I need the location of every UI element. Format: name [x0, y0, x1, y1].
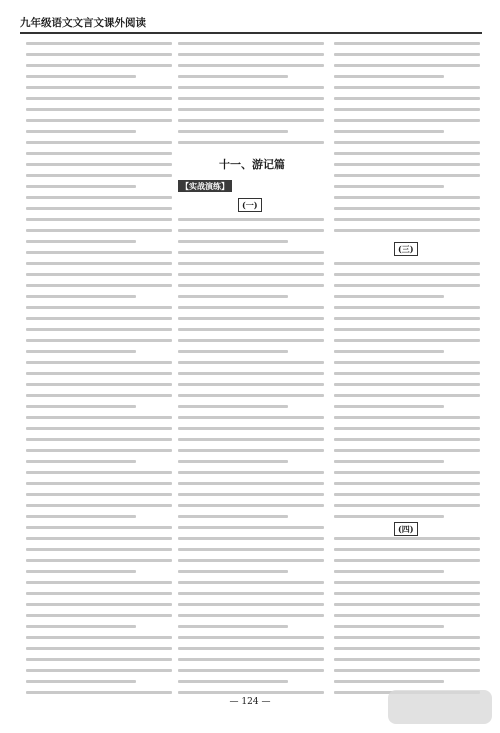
- unit-one-tag: (一): [238, 198, 262, 212]
- placeholder-text-line: [334, 383, 480, 386]
- placeholder-text-line: [26, 64, 172, 67]
- placeholder-text-line: [178, 603, 324, 606]
- placeholder-text-line: [334, 328, 480, 331]
- placeholder-text-line: [26, 405, 136, 408]
- placeholder-text-line: [178, 97, 324, 100]
- placeholder-text-line: [26, 108, 172, 111]
- placeholder-text-line: [334, 493, 480, 496]
- placeholder-text-line: [26, 691, 172, 694]
- placeholder-text-line: [178, 218, 324, 221]
- placeholder-text-line: [26, 515, 136, 518]
- watermark-stamp: [388, 690, 492, 724]
- placeholder-text-line: [26, 361, 172, 364]
- placeholder-text-line: [26, 339, 172, 342]
- placeholder-text-line: [334, 438, 480, 441]
- placeholder-text-line: [178, 614, 324, 617]
- placeholder-text-line: [26, 273, 172, 276]
- placeholder-text-line: [26, 97, 172, 100]
- placeholder-text-line: [178, 636, 324, 639]
- section-heading: 十一、游记篇: [219, 158, 285, 171]
- placeholder-text-line: [178, 559, 324, 562]
- placeholder-text-line: [26, 427, 172, 430]
- placeholder-text-line: [26, 152, 172, 155]
- placeholder-text-line: [178, 273, 324, 276]
- placeholder-text-line: [334, 42, 480, 45]
- placeholder-text-line: [334, 361, 480, 364]
- placeholder-text-line: [178, 460, 288, 463]
- placeholder-text-line: [334, 669, 480, 672]
- placeholder-text-line: [178, 251, 324, 254]
- column-left: [26, 40, 174, 700]
- placeholder-text-line: [178, 53, 324, 56]
- placeholder-text-line: [334, 372, 480, 375]
- placeholder-text-line: [178, 581, 324, 584]
- placeholder-text-line: [26, 647, 172, 650]
- placeholder-text-line: [26, 262, 172, 265]
- placeholder-text-line: [26, 163, 172, 166]
- placeholder-text-line: [26, 449, 172, 452]
- placeholder-text-line: [178, 592, 324, 595]
- placeholder-text-line: [334, 482, 480, 485]
- placeholder-text-line: [334, 592, 480, 595]
- placeholder-text-line: [26, 504, 172, 507]
- placeholder-text-line: [26, 229, 172, 232]
- placeholder-text-line: [26, 251, 172, 254]
- placeholder-text-line: [334, 625, 444, 628]
- placeholder-text-line: [334, 339, 480, 342]
- placeholder-text-line: [334, 262, 480, 265]
- placeholder-text-line: [26, 636, 172, 639]
- placeholder-text-line: [334, 405, 444, 408]
- placeholder-text-line: [26, 383, 172, 386]
- placeholder-text-line: [26, 328, 172, 331]
- placeholder-text-line: [178, 130, 288, 133]
- placeholder-text-line: [334, 53, 480, 56]
- placeholder-text-line: [26, 658, 172, 661]
- placeholder-text-line: [334, 559, 480, 562]
- placeholder-text-line: [334, 394, 480, 397]
- placeholder-text-line: [26, 669, 172, 672]
- placeholder-text-line: [178, 537, 324, 540]
- practice-tag: 【实战演练】: [178, 180, 232, 192]
- placeholder-text-line: [334, 471, 480, 474]
- placeholder-text-line: [334, 284, 480, 287]
- placeholder-text-line: [26, 185, 136, 188]
- placeholder-text-line: [334, 680, 444, 683]
- placeholder-text-line: [178, 493, 324, 496]
- placeholder-text-line: [178, 42, 324, 45]
- placeholder-text-line: [178, 229, 324, 232]
- placeholder-text-line: [334, 97, 480, 100]
- placeholder-text-line: [178, 658, 324, 661]
- placeholder-text-line: [334, 427, 480, 430]
- placeholder-text-line: [26, 603, 172, 606]
- placeholder-text-line: [334, 449, 480, 452]
- placeholder-text-line: [26, 350, 136, 353]
- placeholder-text-line: [26, 86, 172, 89]
- placeholder-text-line: [334, 460, 444, 463]
- placeholder-text-line: [334, 295, 444, 298]
- placeholder-text-line: [178, 141, 324, 144]
- book-title: 九年级语文文言文课外阅读: [20, 17, 146, 29]
- placeholder-text-line: [26, 372, 172, 375]
- placeholder-text-line: [334, 141, 480, 144]
- placeholder-text-line: [334, 86, 480, 89]
- placeholder-text-line: [334, 603, 480, 606]
- placeholder-text-line: [26, 482, 172, 485]
- placeholder-text-line: [178, 339, 324, 342]
- placeholder-text-line: [178, 548, 324, 551]
- placeholder-text-line: [26, 394, 172, 397]
- running-header: [20, 12, 482, 34]
- placeholder-text-line: [334, 548, 480, 551]
- unit-four-tag: (四): [394, 522, 418, 536]
- placeholder-text-line: [26, 119, 172, 122]
- placeholder-text-line: [178, 647, 324, 650]
- placeholder-text-line: [178, 240, 288, 243]
- placeholder-text-line: [178, 669, 324, 672]
- placeholder-text-line: [178, 317, 324, 320]
- placeholder-text-line: [178, 262, 324, 265]
- placeholder-text-line: [334, 350, 444, 353]
- placeholder-text-line: [26, 526, 172, 529]
- placeholder-text-line: [26, 537, 172, 540]
- placeholder-text-line: [26, 592, 172, 595]
- placeholder-text-line: [26, 416, 172, 419]
- placeholder-text-line: [334, 64, 480, 67]
- placeholder-text-line: [334, 504, 480, 507]
- placeholder-text-line: [26, 240, 136, 243]
- placeholder-text-line: [178, 405, 288, 408]
- placeholder-text-line: [178, 691, 324, 694]
- placeholder-text-line: [178, 515, 288, 518]
- placeholder-text-line: [178, 350, 288, 353]
- placeholder-text-line: [26, 570, 136, 573]
- placeholder-text-line: [334, 273, 480, 276]
- placeholder-text-line: [334, 218, 480, 221]
- page-number: — 124 —: [229, 697, 271, 707]
- column-middle: [178, 40, 326, 700]
- placeholder-text-line: [178, 64, 324, 67]
- placeholder-text-line: [178, 295, 288, 298]
- placeholder-text-line: [334, 75, 444, 78]
- placeholder-text-line: [334, 185, 444, 188]
- placeholder-text-line: [26, 42, 172, 45]
- placeholder-text-line: [26, 218, 172, 221]
- placeholder-text-line: [26, 680, 136, 683]
- placeholder-text-line: [26, 284, 172, 287]
- placeholder-text-line: [334, 658, 480, 661]
- placeholder-text-line: [334, 537, 480, 540]
- placeholder-text-line: [26, 207, 172, 210]
- placeholder-text-line: [26, 130, 136, 133]
- placeholder-text-line: [26, 614, 172, 617]
- placeholder-text-line: [178, 526, 324, 529]
- placeholder-text-line: [334, 570, 444, 573]
- placeholder-text-line: [178, 625, 288, 628]
- placeholder-text-line: [334, 207, 480, 210]
- placeholder-text-line: [178, 284, 324, 287]
- placeholder-text-line: [334, 152, 480, 155]
- placeholder-text-line: [178, 108, 324, 111]
- placeholder-text-line: [334, 614, 480, 617]
- placeholder-text-line: [26, 548, 172, 551]
- placeholder-text-line: [334, 174, 480, 177]
- placeholder-text-line: [334, 636, 480, 639]
- placeholder-text-line: [334, 130, 444, 133]
- placeholder-text-line: [334, 108, 480, 111]
- placeholder-text-line: [178, 680, 288, 683]
- placeholder-text-line: [178, 449, 324, 452]
- placeholder-text-line: [26, 141, 172, 144]
- placeholder-text-line: [26, 493, 172, 496]
- placeholder-text-line: [26, 559, 172, 562]
- placeholder-text-line: [26, 471, 172, 474]
- placeholder-text-line: [178, 75, 288, 78]
- placeholder-text-line: [26, 196, 172, 199]
- placeholder-text-line: [26, 75, 136, 78]
- placeholder-text-line: [178, 361, 324, 364]
- placeholder-text-line: [178, 383, 324, 386]
- placeholder-text-line: [178, 471, 324, 474]
- header-rule: [20, 32, 482, 34]
- placeholder-text-line: [26, 460, 136, 463]
- placeholder-text-line: [334, 317, 480, 320]
- column-right: [334, 40, 482, 700]
- placeholder-text-line: [334, 416, 480, 419]
- placeholder-text-line: [334, 581, 480, 584]
- placeholder-text-line: [178, 438, 324, 441]
- placeholder-text-line: [178, 504, 324, 507]
- placeholder-text-line: [334, 196, 480, 199]
- placeholder-text-line: [178, 394, 324, 397]
- placeholder-text-line: [26, 438, 172, 441]
- placeholder-text-line: [178, 570, 288, 573]
- placeholder-text-line: [26, 625, 136, 628]
- placeholder-text-line: [334, 306, 480, 309]
- placeholder-text-line: [334, 515, 444, 518]
- placeholder-text-line: [26, 53, 172, 56]
- placeholder-text-line: [26, 317, 172, 320]
- placeholder-text-line: [178, 372, 324, 375]
- placeholder-text-line: [26, 174, 172, 177]
- placeholder-text-line: [178, 416, 324, 419]
- placeholder-text-line: [178, 119, 324, 122]
- placeholder-text-line: [178, 427, 324, 430]
- placeholder-text-line: [178, 482, 324, 485]
- placeholder-text-line: [334, 163, 480, 166]
- placeholder-text-line: [334, 647, 480, 650]
- placeholder-text-line: [334, 229, 480, 232]
- placeholder-text-line: [26, 581, 172, 584]
- placeholder-text-line: [26, 295, 136, 298]
- placeholder-text-line: [178, 328, 324, 331]
- placeholder-text-line: [26, 306, 172, 309]
- placeholder-text-line: [334, 119, 480, 122]
- unit-three-tag: (三): [394, 242, 418, 256]
- placeholder-text-line: [178, 86, 324, 89]
- placeholder-text-line: [178, 306, 324, 309]
